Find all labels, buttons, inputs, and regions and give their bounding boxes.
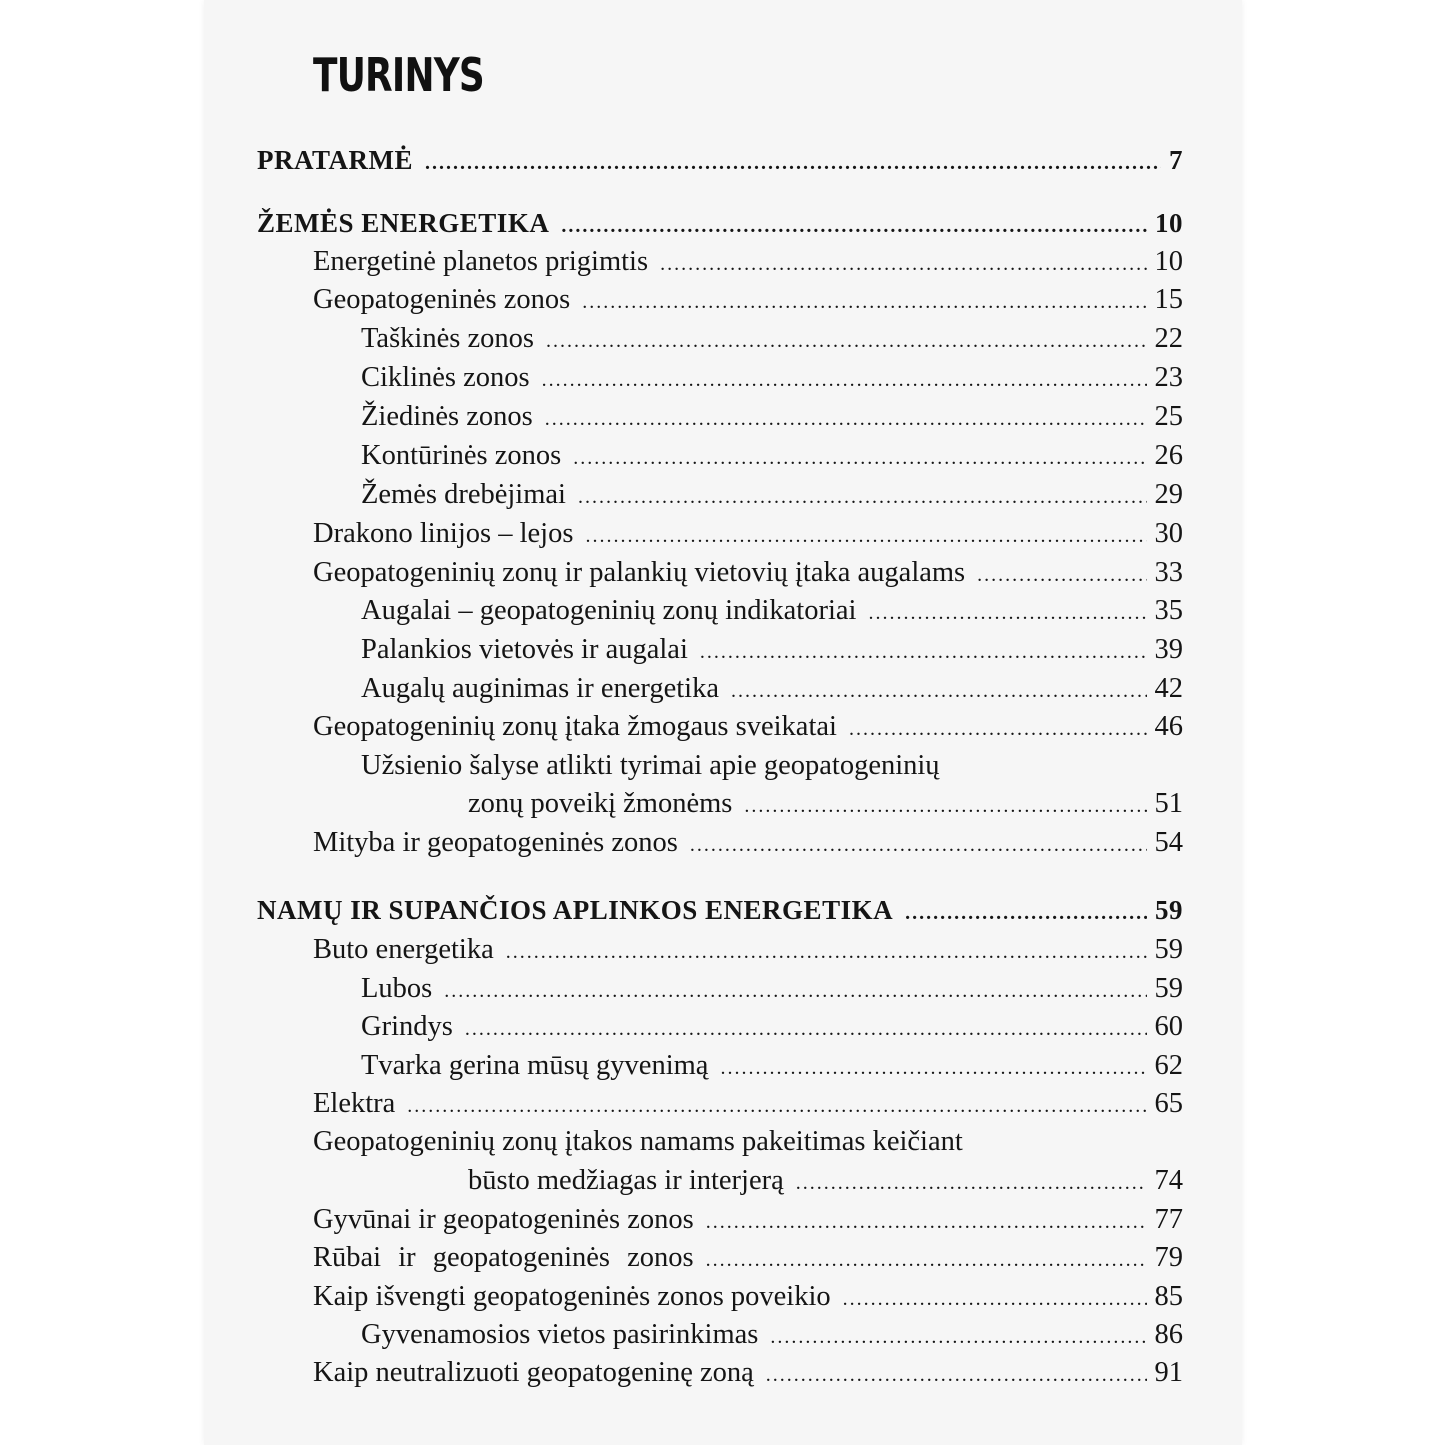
dot-leader	[720, 1057, 1146, 1080]
dot-leader	[546, 330, 1147, 353]
toc-page-number: 59	[1154, 934, 1183, 965]
dot-leader	[573, 447, 1146, 470]
toc-entry-chapter	[257, 145, 1183, 176]
toc-entry-label: Rūbai ir geopatogeninės zonos	[313, 1242, 694, 1273]
toc-entry	[361, 401, 1183, 433]
toc-page-number: 54	[1154, 827, 1183, 858]
toc-page-number: 39	[1154, 634, 1183, 665]
toc-page-number: 42	[1154, 673, 1183, 704]
toc-entry-label: Taškinės zonos	[361, 323, 534, 354]
dot-leader	[542, 369, 1147, 392]
dot-leader	[706, 1211, 1147, 1234]
dot-leader	[770, 1326, 1146, 1349]
toc-entry-label: Augalų auginimas ir energetika	[361, 673, 719, 704]
toc-entry-label: Kaip neutralizuoti geopatogeninę zoną	[313, 1357, 754, 1388]
toc-entry-label: Kontūrinės zonos	[361, 440, 562, 471]
toc-page-number: 91	[1154, 1357, 1183, 1388]
toc-page-number: 22	[1154, 323, 1183, 354]
toc-entry	[361, 673, 1183, 705]
toc-entry-label: NAMŲ IR SUPANČIOS APLINKOS ENERGETIKA	[257, 895, 894, 925]
toc-page-number: 23	[1154, 362, 1183, 393]
toc-entry-label: Geopatogeninės zonos	[313, 284, 571, 315]
toc-entry	[361, 1319, 1183, 1351]
toc-entry-label: Lubos	[361, 973, 433, 1004]
toc-entry-label: Augalai – geopatogeninių zonų indikatoriai	[361, 595, 857, 626]
dot-leader	[905, 902, 1147, 925]
toc-entry-label: Mityba ir geopatogeninės zonos	[313, 827, 678, 858]
toc-page-number: 29	[1154, 479, 1183, 510]
toc-entry	[313, 1088, 1183, 1120]
toc-entry	[361, 1011, 1183, 1043]
toc-entry-label-continued: būsto medžiagas ir interjerą	[468, 1165, 784, 1196]
toc-entry-label: Geopatogeninių zonų įtaka žmogaus sveikatai	[313, 711, 837, 742]
dot-leader	[582, 291, 1146, 314]
toc-entry	[361, 595, 1183, 627]
toc-page-number: 30	[1154, 518, 1183, 549]
toc-entry	[313, 1357, 1183, 1389]
toc-entry-label: Grindys	[361, 1011, 453, 1042]
dot-leader	[578, 486, 1147, 509]
toc-page-number: 33	[1154, 557, 1183, 588]
dot-leader	[444, 980, 1146, 1003]
dot-leader	[585, 525, 1146, 548]
dot-leader	[465, 1018, 1147, 1041]
page-title: TURINYS	[313, 48, 484, 102]
toc-page-number: 35	[1154, 595, 1183, 626]
toc-page-number: 10	[1154, 246, 1183, 277]
toc-entry-label: Tvarka gerina mūsų gyvenimą	[361, 1050, 709, 1081]
toc-entry-label: Energetinė planetos prigimtis	[313, 246, 649, 277]
toc-entry-chapter	[257, 895, 1183, 926]
dot-leader	[660, 253, 1146, 276]
toc-page-number: 26	[1154, 440, 1183, 471]
toc-entry	[313, 1204, 1183, 1236]
toc-page-number: 60	[1154, 1011, 1183, 1042]
dot-leader	[744, 795, 1146, 818]
toc-entry	[313, 711, 1183, 743]
toc-entry-label: Ciklinės zonos	[361, 362, 530, 393]
toc-entry	[468, 788, 1183, 820]
toc-entry-label: Palankios vietovės ir augalai	[361, 634, 688, 665]
dot-leader	[796, 1172, 1147, 1195]
toc-entry	[361, 440, 1183, 472]
toc-entry-label: Drakono linijos – lejos	[313, 518, 574, 549]
dot-leader	[425, 152, 1161, 175]
toc-entry-label: Gyvūnai ir geopatogeninės zonos	[313, 1204, 694, 1235]
toc-page-number: 46	[1154, 711, 1183, 742]
toc-page-number: 25	[1154, 401, 1183, 432]
toc-entry-label: Geopatogeninių zonų ir palankių vietovių įtaka augalams	[313, 557, 966, 588]
toc-entry-chapter	[257, 208, 1183, 239]
toc-entry	[361, 323, 1183, 355]
toc-entry	[313, 1281, 1183, 1313]
dot-leader	[545, 408, 1147, 431]
dot-leader	[766, 1364, 1147, 1387]
toc-page-number: 62	[1154, 1050, 1183, 1081]
toc-entry-label: Geopatogeninių zonų įtakos namams pakeitimas keičiant	[313, 1126, 963, 1157]
toc-entry-label: Žiedinės zonos	[361, 401, 533, 432]
dot-leader	[506, 941, 1147, 964]
toc-page-number: 59	[1154, 973, 1183, 1004]
toc-page-number: 74	[1154, 1165, 1183, 1196]
toc-entry	[313, 827, 1183, 859]
toc-entry-label: Žemės drebėjimai	[361, 479, 566, 510]
toc-entry-label: ŽEMĖS ENERGETIKA	[257, 208, 550, 238]
toc-page-number: 7	[1169, 145, 1183, 175]
dot-leader	[977, 564, 1146, 587]
toc-entry	[361, 1050, 1183, 1082]
dot-leader	[561, 215, 1147, 238]
dot-leader	[849, 718, 1147, 741]
toc-entry	[361, 634, 1183, 666]
toc-entry	[313, 284, 1183, 316]
toc-entry-label-continued: zonų poveikį žmonėms	[468, 788, 733, 819]
toc-page-number: 59	[1155, 895, 1183, 925]
dot-leader	[407, 1095, 1146, 1118]
toc-entry	[313, 934, 1183, 966]
toc-page-number: 65	[1154, 1088, 1183, 1119]
toc-entry	[313, 518, 1183, 550]
toc-entry	[361, 362, 1183, 394]
toc-page-number: 77	[1154, 1204, 1183, 1235]
toc-page-number: 10	[1155, 208, 1183, 238]
dot-leader	[706, 1249, 1147, 1272]
toc-page-number: 85	[1154, 1281, 1183, 1312]
toc-page-number: 86	[1154, 1319, 1183, 1350]
toc-page-number: 51	[1154, 788, 1183, 819]
dot-leader	[700, 641, 1147, 664]
toc-entry-label: Elektra	[313, 1088, 396, 1119]
toc-entry-label: Gyvenamosios vietos pasirinkimas	[361, 1319, 759, 1350]
toc-entry-label: Užsienio šalyse atlikti tyrimai apie geopatogeninių	[361, 750, 940, 781]
toc-entry-label: Buto energetika	[313, 934, 494, 965]
toc-entry-label: Kaip išvengti geopatogeninės zonos poveikio	[313, 1281, 831, 1312]
toc-page-number: 79	[1154, 1242, 1183, 1273]
toc-entry	[313, 1242, 1183, 1274]
toc-entry	[361, 479, 1183, 511]
dot-leader	[731, 680, 1147, 703]
toc-entry-label: PRATARMĖ	[257, 145, 413, 175]
toc-entry	[468, 1165, 1183, 1197]
toc-page-number: 15	[1154, 284, 1183, 315]
dot-leader	[868, 602, 1146, 625]
dot-leader	[690, 834, 1147, 857]
toc-entry	[361, 973, 1183, 1005]
dot-leader	[843, 1288, 1147, 1311]
toc-entry	[313, 246, 1183, 278]
toc-entry	[313, 557, 1183, 589]
